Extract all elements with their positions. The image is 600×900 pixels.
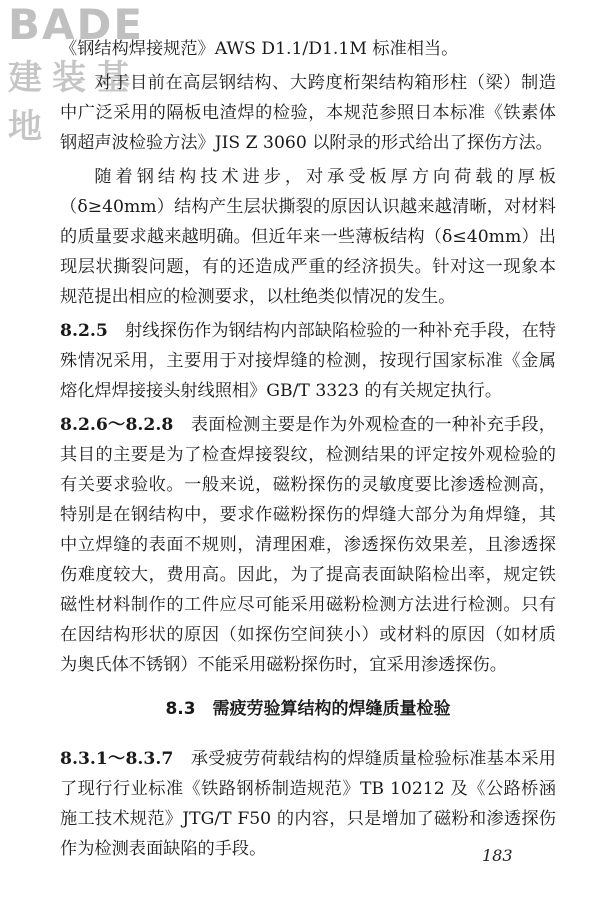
clause-text: 承受疲劳荷载结构的焊缝质量检验标准基本采用了现行行业标准《铁路钢桥制造规范》TB 10212 及《公路桥涵施工技术规范》JTG/T F50 的内容，只是增加了磁粉和渗透探伤作为检测表面缺陷的手段。 [60, 749, 556, 859]
clause-text: 射线探伤作为钢结构内部缺陷检验的一种补充手段，在特殊情况采用，主要用于对接焊缝的检测，按现行国家标准《金属熔化焊焊接接头射线照相》GB/T 3323 的有关规定执行。 [60, 321, 556, 401]
body-text [60, 34, 556, 868]
clause-number: 8.2.5 [60, 321, 108, 341]
clause-8-2-5 [60, 316, 556, 406]
page-number: 183 [482, 846, 513, 865]
clause-number: 8.3.1～8.3.7 [60, 749, 174, 769]
paragraph-lamellar-tearing: 随着钢结构技术进步，对承受板厚方向荷载的厚板（δ≥40mm）结构产生层状撕裂的原因认识越来越清晰，对材料的质量要求越来越明确。但近年来一些薄板结构（δ≤40mm）出现层状撕裂问题，有的还造成严重的经济损失。针对这一现象本规范提出相应的检测要求，以杜绝类似情况的发生。 [60, 167, 556, 307]
clause-8-2-6 [60, 410, 556, 680]
watermark-en: BADE [8, 0, 145, 49]
paragraph-continuation: 《钢结构焊接规范》AWS D1.1/D1.1M 标准相当。 [60, 39, 459, 59]
paragraph-electroslag: 对于目前在高层钢结构、大跨度桁架结构箱形柱（梁）制造中广泛采用的隔板电渣焊的检验，本规范参照日本标准《铁素体钢超声波检验方法》JIS Z 3060 以附录的形式给出了探伤方法。 [60, 73, 556, 153]
section-heading: 8.3 需疲劳验算结构的焊缝质量检验 [165, 699, 451, 719]
clause-number: 8.2.6～8.2.8 [60, 415, 174, 435]
clause-text: 表面检测主要是作为外观检查的一种补充手段，其目的主要是为了检查焊接裂纹，检测结果的评定按外观检验的有关要求验收。一般来说，磁粉探伤的灵敏度要比渗透检测高，特别是在钢结构中，要求作磁粉探伤的焊缝大部分为角焊缝，其中立焊缝的表面不规则，清理困难，渗透探伤效果差，且渗透探伤难度较大，费用高。因此，为了提高表面缺陷检出率，规定铁磁性材料制作的工件应尽可能采用磁粉检测方法进行检测。只有在因结构形状的原因（如探伤空间狭小）或材料的原因（如材质为奥氏体不锈钢）不能采用磁粉探伤时，宜采用渗透探伤。 [60, 415, 556, 675]
watermark-cn: 建装基地 [8, 58, 140, 147]
